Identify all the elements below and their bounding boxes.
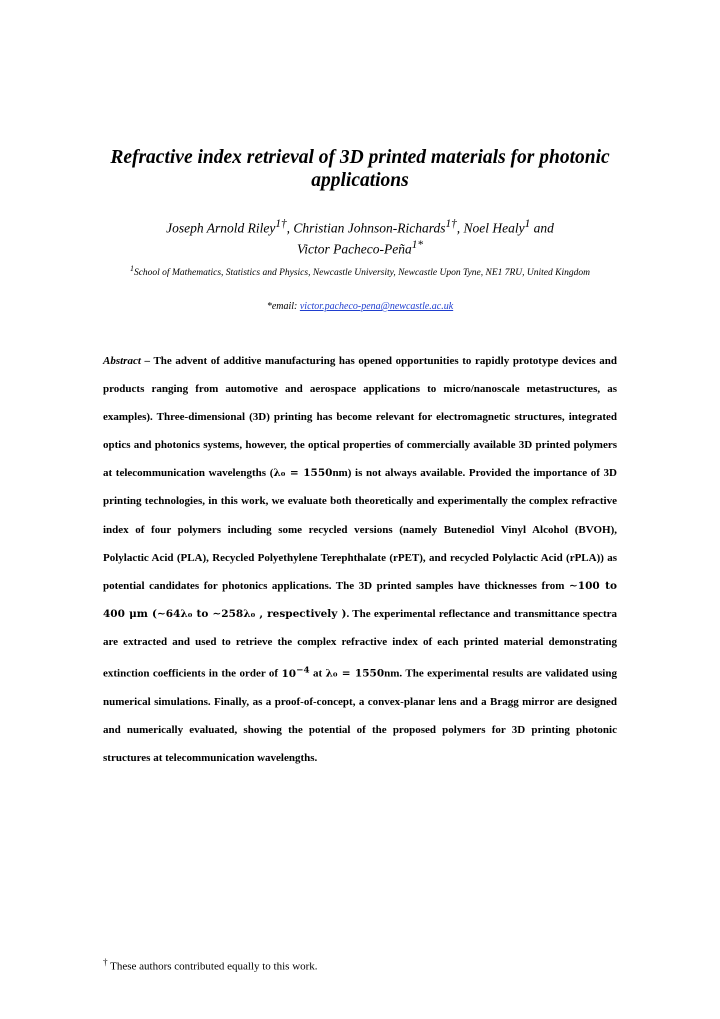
author-affiliation-mark: 1†: [445, 218, 457, 230]
abstract-text: . The experimental reflectance and transmittance spectra are extracted and used to retrieve the complex refractive index of each printed material demonstrating extinction coefficients in the order of: [103, 607, 617, 680]
abstract-text: The advent of additive manufacturing has opened opportunities to rapidly prototype devices and products ranging from automotive and aerospace applications to micro/nanoscale metastructures, as examples). Three-dimensional (3D) printing has become relevant for electromagnetic structures, integrated optics and photonics systems, however, the optical properties of commercially available 3D printed polymers at telecommunication wavelengths (: [103, 355, 617, 480]
abstract: [103, 347, 617, 772]
author-name: Noel Healy: [463, 220, 525, 236]
corresponding-email: [100, 300, 620, 313]
math-extinction: [281, 665, 310, 680]
author-affiliation-mark: 1*: [411, 238, 424, 251]
math-exponent: −4: [296, 665, 310, 676]
email-link[interactable]: victor.pacheco-pena@newcastle.ac.uk: [299, 301, 454, 312]
author-name: Joseph Arnold Riley: [166, 220, 276, 236]
email-label: *email:: [266, 301, 298, 312]
author-list: Joseph Arnold Riley$^{1\dagger}$, Christian Johnson-Richards$^{1\dagger}$, Noel Healy$^1$ and Victor Pacheco-Peña$^{1*}$: [166, 218, 554, 256]
abstract-text: nm. The experimental results are validated using numerical simulations. Finally, as a proof-of-concept, a convex-planar lens and a Bragg mirror are designed and numerically evaluated, showing the potential of the proposed polymers for 3D printing photonic structures at telecommunication wavelengths.: [103, 667, 617, 764]
abstract-text: nm) is not always available. Provided the importance of 3D printing technologies, in this work, we evaluate both theoretically and experimentally the complex refractive index of four polymers including some recycled versions (namely Butenediol Vinyl Alcohol (BVOH), Polylactic Acid (PLA), Recycled Polyethylene Terephthalate (rPET), and recycled Polylactic Acid (rPLA)) as potential candidates for photonics applications. The 3D printed samples have thicknesses from: [103, 467, 617, 592]
footnote: [103, 955, 318, 974]
paper-title: Refractive index retrieval of 3D printed materials for photonic applications: [110, 147, 610, 191]
affiliation-mark: 1: [130, 264, 134, 273]
abstract-dash: –: [144, 355, 151, 367]
author-affiliation-mark: 1†: [275, 218, 287, 230]
footnote-text: These authors contributed equally to this work.: [107, 960, 318, 973]
author-conjunction: and: [533, 220, 554, 236]
footnote-mark: †: [103, 957, 108, 967]
affiliation: [100, 263, 620, 280]
author-name: Christian Johnson-Richards: [293, 220, 446, 236]
affiliation-text: School of Mathematics, Statistics and Physics, Newcastle University, Newcastle Upon Tyne, NE1 7RU, United Kingdom: [133, 268, 590, 279]
abstract-label: Abstract: [103, 355, 141, 367]
math-wavelength: λ₀ = 1550: [325, 667, 385, 680]
author-name: Victor Pacheco-Peña: [296, 241, 412, 256]
math-wavelength: λ₀ = 1550: [273, 467, 333, 480]
math-base: 10: [281, 667, 297, 680]
abstract-text: at: [309, 667, 326, 680]
author-affiliation-mark: 1: [524, 218, 531, 230]
math-thickness-range: ∼100 to 400 μm (∼64λ₀ to ∼258λ₀ , respectively ): [103, 579, 618, 620]
